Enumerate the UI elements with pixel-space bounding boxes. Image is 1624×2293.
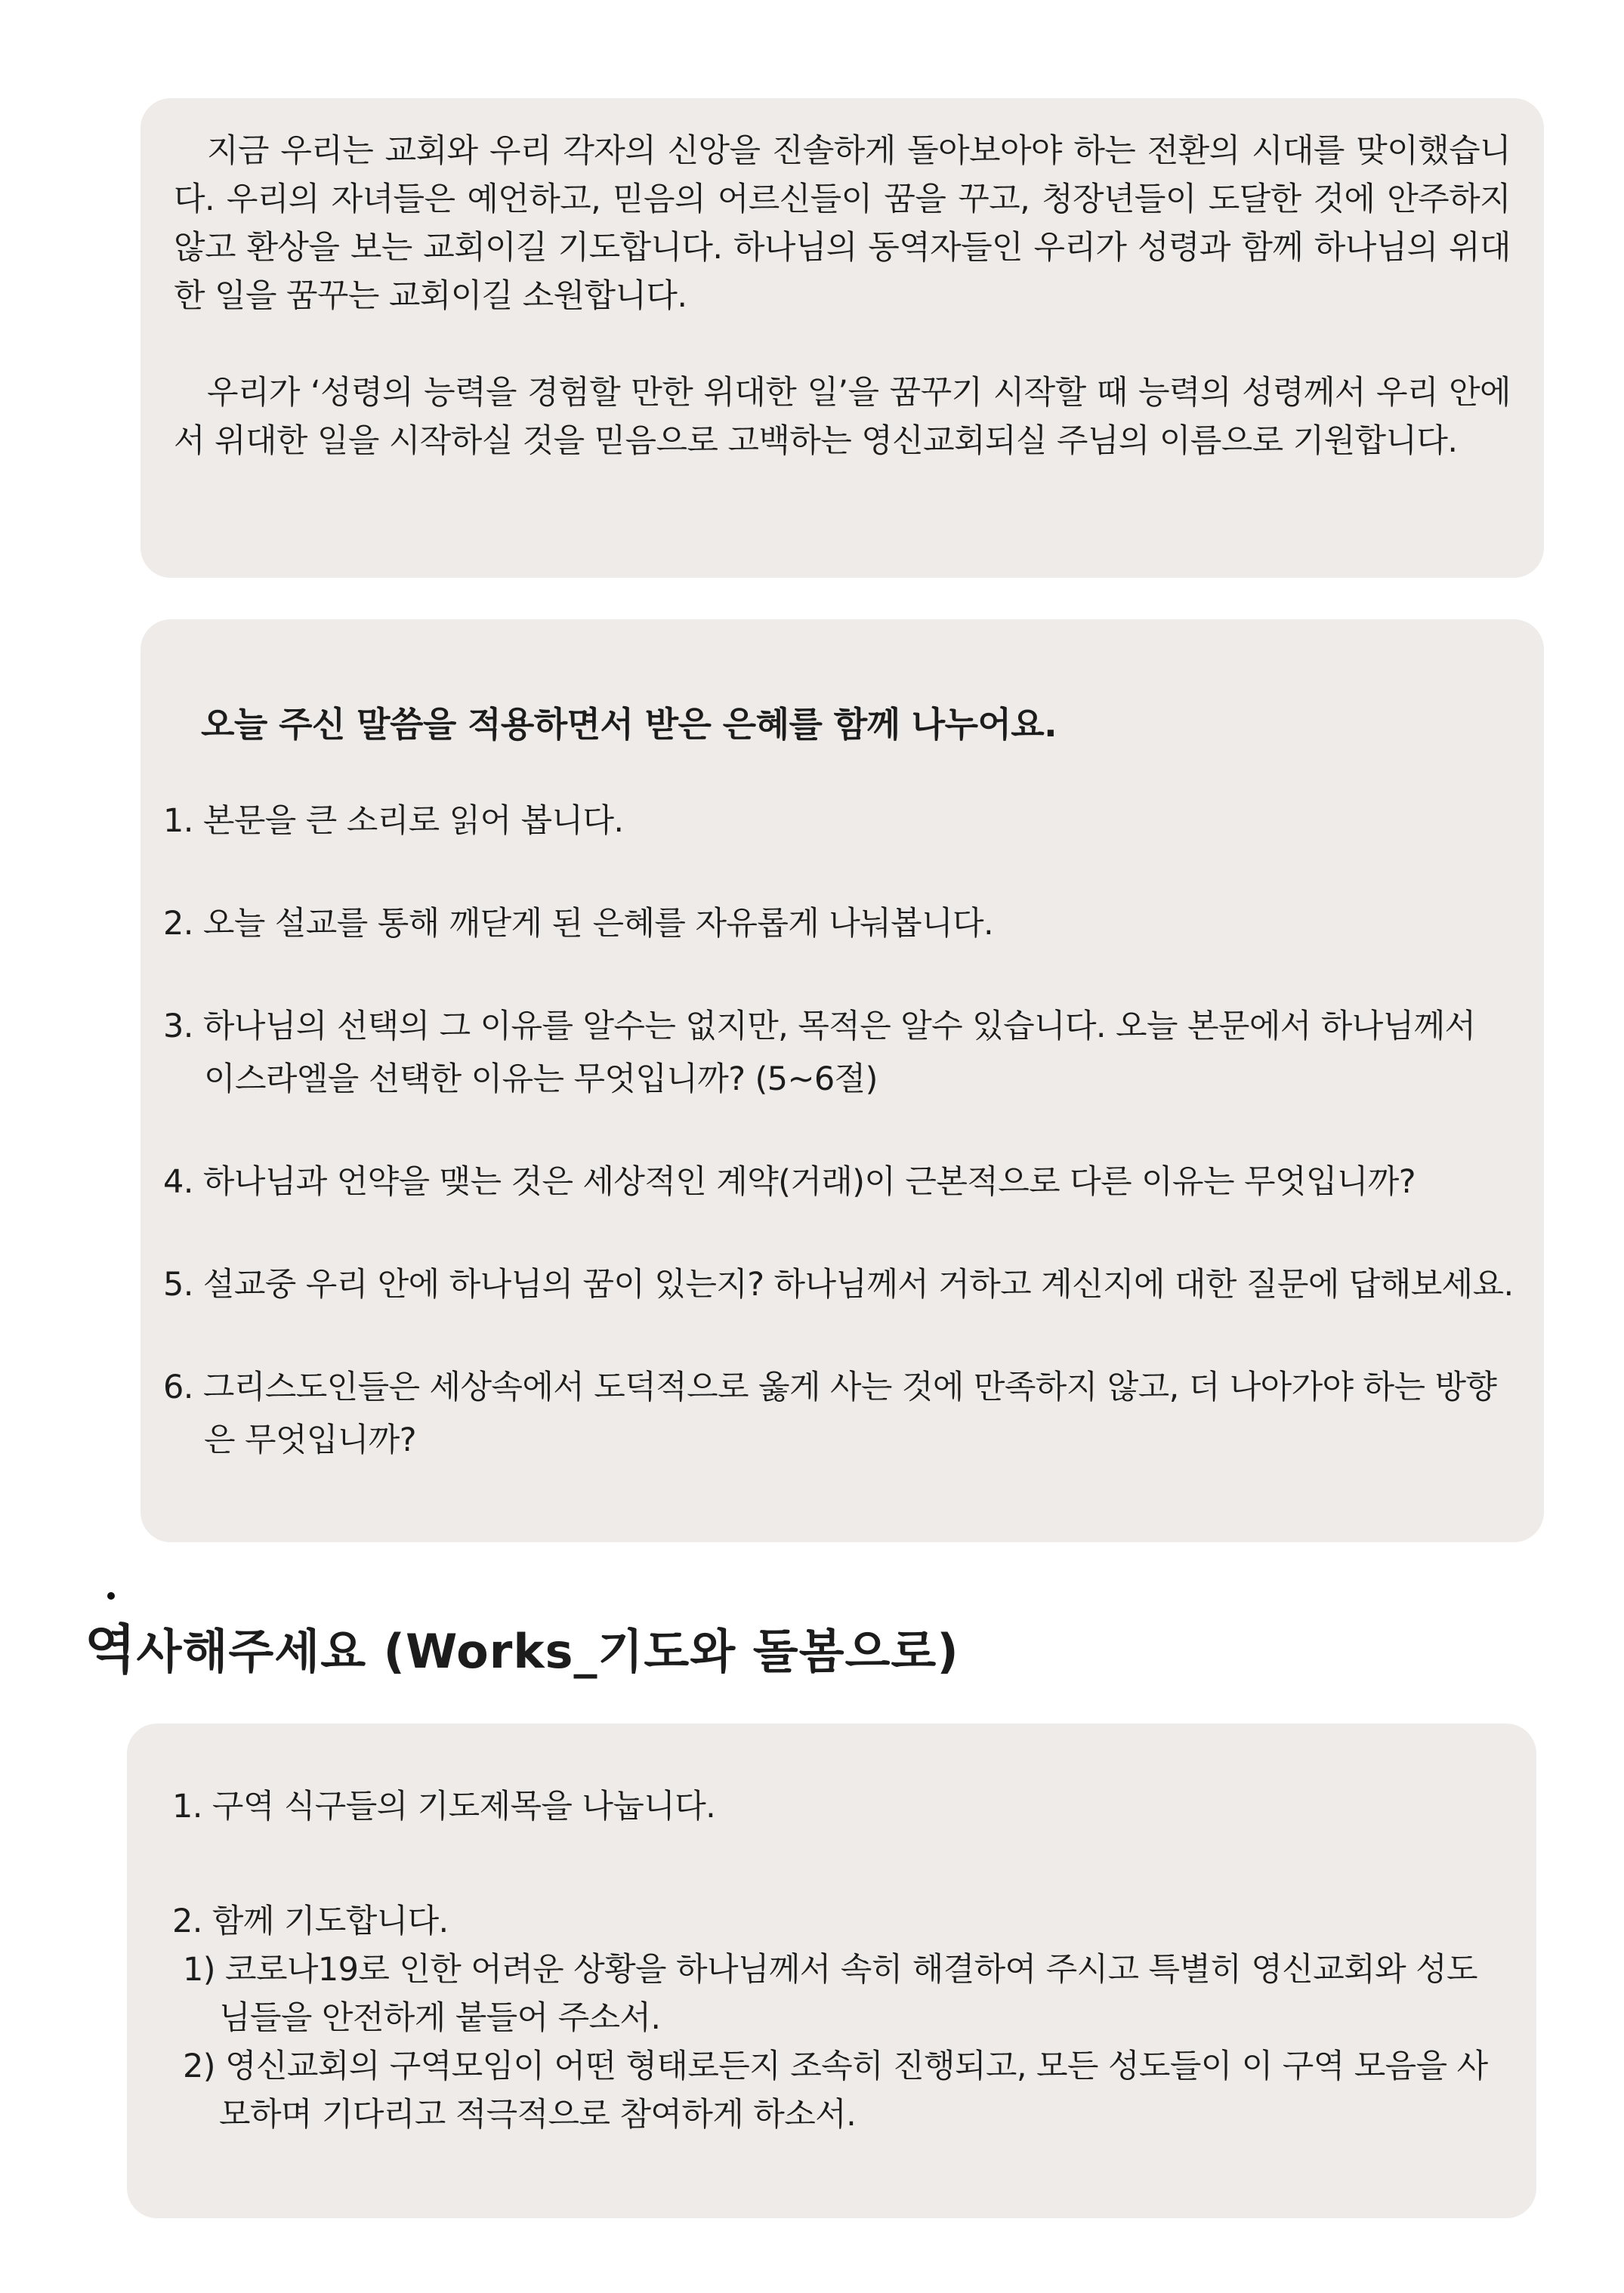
prayer-item-label: 2. 함께 기도합니다. (172, 1903, 449, 1940)
question-item: 2. 오늘 설교를 통해 깨닫게 된 은혜를 자유롭게 나눠봅니다. (163, 905, 994, 943)
question-list (163, 795, 1515, 1517)
intro-paragraph: 지금 우리는 교회와 우리 각자의 신앙을 진솔하게 돌아보아야 하는 전환의 시대를 맞이했습니다. 우리의 자녀들은 예언하고, 믿음의 어르신들이 꿈을 꾸고, 청장년들이 도달한 것에 안주하지 않고 환상을 보는 교회이길 기도합니다. 하나님의 동역자들인 우리가 성령과 함께 하나님의 위대한 일을 꿈꾸는 교회이길 소원합니다. (174, 132, 1511, 315)
sharing-box (140, 619, 1544, 1542)
prayer-sublist (172, 1946, 1502, 2139)
heading-dot-icon (107, 1592, 115, 1600)
prayer-item (172, 1897, 1502, 2139)
question-item: 4. 하나님과 언약을 맺는 것은 세상적인 계약(거래)이 근본적으로 다른 이유는 무엇입니까? (163, 1163, 1416, 1201)
question-item: 1. 본문을 큰 소리로 읽어 봅니다. (163, 802, 624, 840)
question-item: 3. 하나님의 선택의 그 이유를 알수는 없지만, 목적은 알수 있습니다. 오늘 본문에서 하나님께서 이스라엘을 선택한 이유는 무엇입니까? (5~6절) (163, 1008, 1476, 1098)
prayer-subitem: 1) 코로나19로 인한 어려운 상황을 하나님께서 속히 해결하여 주시고 특별히 영신교회와 성도님들을 안전하게 붙들어 주소서. (183, 1951, 1477, 2037)
prayer-item: 1. 구역 식구들의 기도제목을 나눕니다. (172, 1788, 716, 1825)
works-heading-first: 역 (85, 1619, 137, 1680)
works-heading (85, 1607, 959, 1683)
works-heading-rest: 사해주세요 (Works_기도와 돌봄으로) (136, 1624, 959, 1679)
intro-box (140, 98, 1544, 578)
prayer-list (172, 1782, 1502, 2139)
prayer-subitem: 2) 영신교회의 구역모임이 어떤 형태로든지 조속히 진행되고, 모든 성도들이 이 구역 모음을 사모하며 기다리고 적극적으로 참여하게 하소서. (183, 2048, 1488, 2134)
question-item: 5. 설교중 우리 안에 하나님의 꿈이 있는지? 하나님께서 거하고 계신지에 대한 질문에 답해보세요. (163, 1266, 1514, 1304)
question-item: 6. 그리스도인들은 세상속에서 도덕적으로 옳게 사는 것에 만족하지 않고, 더 나아가야 하는 방향은 무엇입니까? (163, 1369, 1497, 1459)
works-box (127, 1724, 1536, 2218)
intro-paragraph: 우리가 ‘성령의 능력을 경험할 만한 위대한 일’을 꿈꾸기 시작할 때 능력의 성령께서 우리 안에서 위대한 일을 시작하실 것을 믿음으로 고백하는 영신교회되실 주님의 이름으로 기원합니다. (174, 374, 1511, 460)
sharing-title: 오늘 주신 말씀을 적용하면서 받은 은혜를 함께 나누어요. (201, 704, 1057, 745)
